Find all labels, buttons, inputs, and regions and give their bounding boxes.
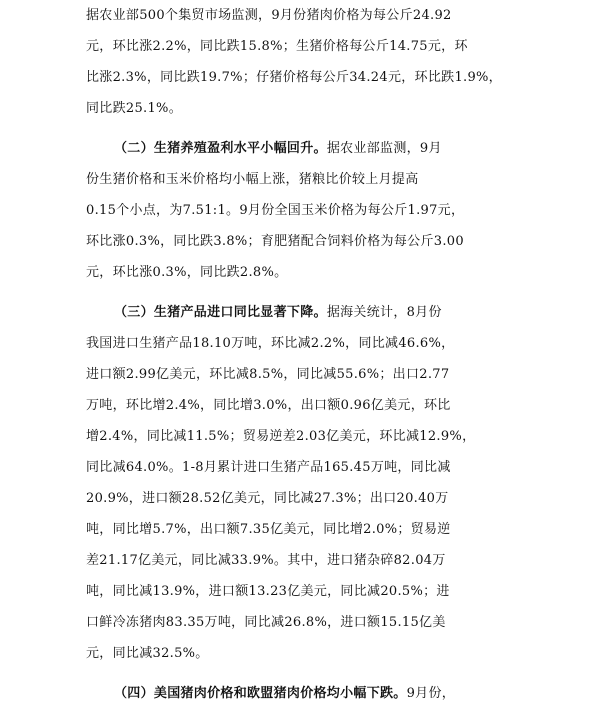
text-line: 据农业部500个集贸市场监测，9月份猪肉价格为每公斤24.92 xyxy=(86,8,452,23)
section-import-decline xyxy=(86,297,526,669)
section-heading: （二）生猪养殖盈利水平小幅回升。 xyxy=(114,141,327,156)
text-line: 元，同比减32.5%。 xyxy=(86,646,209,661)
paragraph-pork-prices xyxy=(86,0,526,124)
text-line: 元，环比涨2.2%，同比跌15.8%；生猪价格每公斤14.75元，环 xyxy=(86,39,468,54)
text-line: 万吨，环比增2.4%，同比增3.0%，出口额0.96亿美元，环比 xyxy=(86,398,451,413)
text-line: 口鲜冷冻猪肉83.35万吨，同比减26.8%，进口额15.15亿美 xyxy=(86,615,446,630)
document-page xyxy=(86,0,526,709)
text-line: 比涨2.3%，同比跌19.7%；仔猪价格每公斤34.24元，环比跌1.9%， xyxy=(86,70,502,85)
text-line: 份生猪价格和玉米价格均小幅上涨，猪粮比价较上月提高 xyxy=(86,172,419,187)
text-line: 增2.4%，同比减11.5%；贸易逆差2.03亿美元，环比减12.9%， xyxy=(86,429,476,444)
section-heading: （三）生猪产品进口同比显著下降。 xyxy=(114,305,327,320)
section-first-line xyxy=(86,133,526,164)
section-first-line xyxy=(86,297,526,328)
text-line: 我国进口生猪产品18.10万吨，环比减2.2%，同比减46.6%， xyxy=(86,336,455,351)
text-line: 同比减64.0%。1-8月累计进口生猪产品165.45万吨，同比减 xyxy=(86,460,451,475)
section-us-eu-prices xyxy=(86,678,526,709)
text-line: 吨，同比减13.9%，进口额13.23亿美元，同比减20.5%；进 xyxy=(86,584,450,599)
section-heading: （四）美国猪肉价格和欧盟猪肉价格均小幅下跌。 xyxy=(114,686,407,701)
text-line: 吨，同比增5.7%，出口额7.35亿美元，同比增2.0%；贸易逆 xyxy=(86,522,451,537)
section-breeding-profit xyxy=(86,133,526,288)
text-line: 进口额2.99亿美元，环比减8.5%，同比减55.6%；出口2.77 xyxy=(86,367,450,382)
text-line: 0.15个小点，为7.51:1。9月份全国玉米价格为每公斤1.97元， xyxy=(86,203,465,218)
text-line: 差21.17亿美元，同比减33.9%。其中，进口猪杂碎82.04万 xyxy=(86,553,446,568)
section-text: 9月份， xyxy=(406,686,456,701)
section-first-line xyxy=(86,678,526,709)
text-line: 20.9%，进口额28.52亿美元，同比减27.3%；出口20.40万 xyxy=(86,491,449,506)
section-text: 据农业部监测，9月 xyxy=(326,141,442,156)
text-line: 元，环比涨0.3%，同比跌2.8%。 xyxy=(86,265,288,280)
text-line: 同比跌25.1%。 xyxy=(86,101,182,116)
section-text: 据海关统计，8月份 xyxy=(326,305,442,320)
text-line: 环比涨0.3%，同比跌3.8%；育肥猪配合饲料价格为每公斤3.00 xyxy=(86,234,464,249)
